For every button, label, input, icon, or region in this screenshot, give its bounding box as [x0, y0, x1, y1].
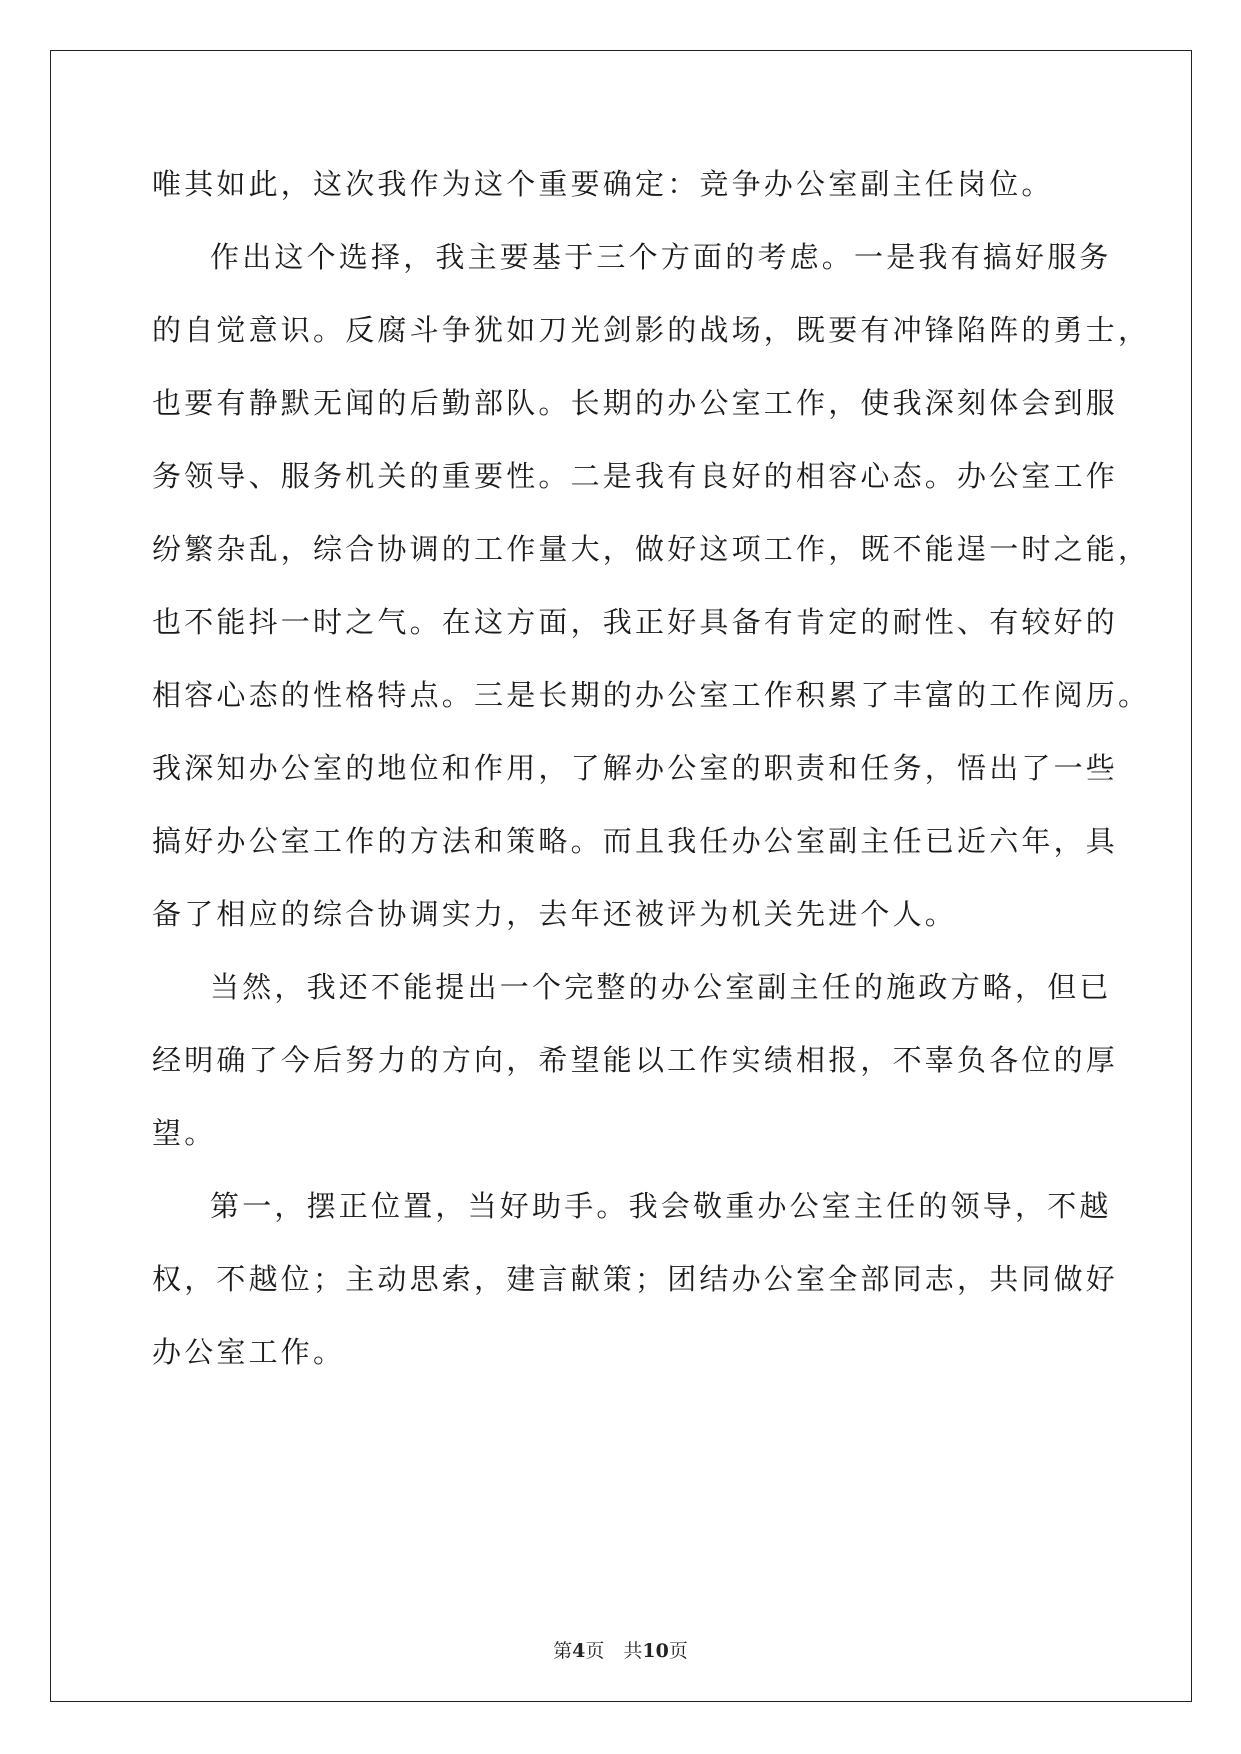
text-line: 相容心态的性格特点。三是长期的办公室工作积累了丰富的工作阅历。: [152, 678, 1151, 712]
text-line: 办公室工作。: [152, 1335, 346, 1369]
text-line: 唯其如此，这次我作为这个重要确定：竞争办公室副主任岗位。: [152, 167, 1054, 201]
text-line: 也要有静默无闻的后勤部队。长期的办公室工作，使我深刻体会到服: [152, 386, 1119, 420]
text-line: 望。: [152, 1116, 217, 1150]
page-footer: [0, 1636, 1241, 1663]
current-page-number: 4: [572, 1640, 586, 1662]
text-line: 经明确了今后努力的方向，希望能以工作实绩相报，不辜负各位的厚: [152, 1043, 1119, 1077]
text-line: 纷繁杂乱，综合协调的工作量大，做好这项工作，既不能逞一时之能，: [152, 532, 1151, 566]
text-line: 权，不越位；主动思索，建言献策；团结办公室全部同志，共同做好: [152, 1262, 1119, 1296]
text-line: 务领导、服务机关的重要性。二是我有良好的相容心态。办公室工作: [152, 459, 1119, 493]
text-line: 我深知办公室的地位和作用，了解办公室的职责和任务，悟出了一些: [152, 751, 1119, 785]
text-line: 搞好办公室工作的方法和策略。而且我任办公室副主任已近六年，具: [152, 824, 1119, 858]
footer-suffix: 页: [668, 1640, 688, 1662]
text-line: 也不能抖一时之气。在这方面，我正好具备有肯定的耐性、有较好的: [152, 605, 1119, 639]
text-line: 第一，摆正位置，当好助手。我会敬重办公室主任的领导，不越: [210, 1189, 1112, 1223]
footer-prefix: 第: [553, 1640, 573, 1662]
text-line: 备了相应的综合协调实力，去年还被评为机关先进个人。: [152, 897, 958, 931]
total-page-number: 10: [642, 1640, 669, 1662]
text-line: 的自觉意识。反腐斗争犹如刀光剑影的战场，既要有冲锋陷阵的勇士，: [152, 313, 1151, 347]
page-border: [50, 50, 1192, 1702]
text-line: 当然，我还不能提出一个完整的办公室副主任的施政方略，但已: [210, 970, 1112, 1004]
text-line: 作出这个选择，我主要基于三个方面的考虑。一是我有搞好服务: [210, 240, 1112, 274]
footer-middle: 页 共: [585, 1640, 643, 1662]
